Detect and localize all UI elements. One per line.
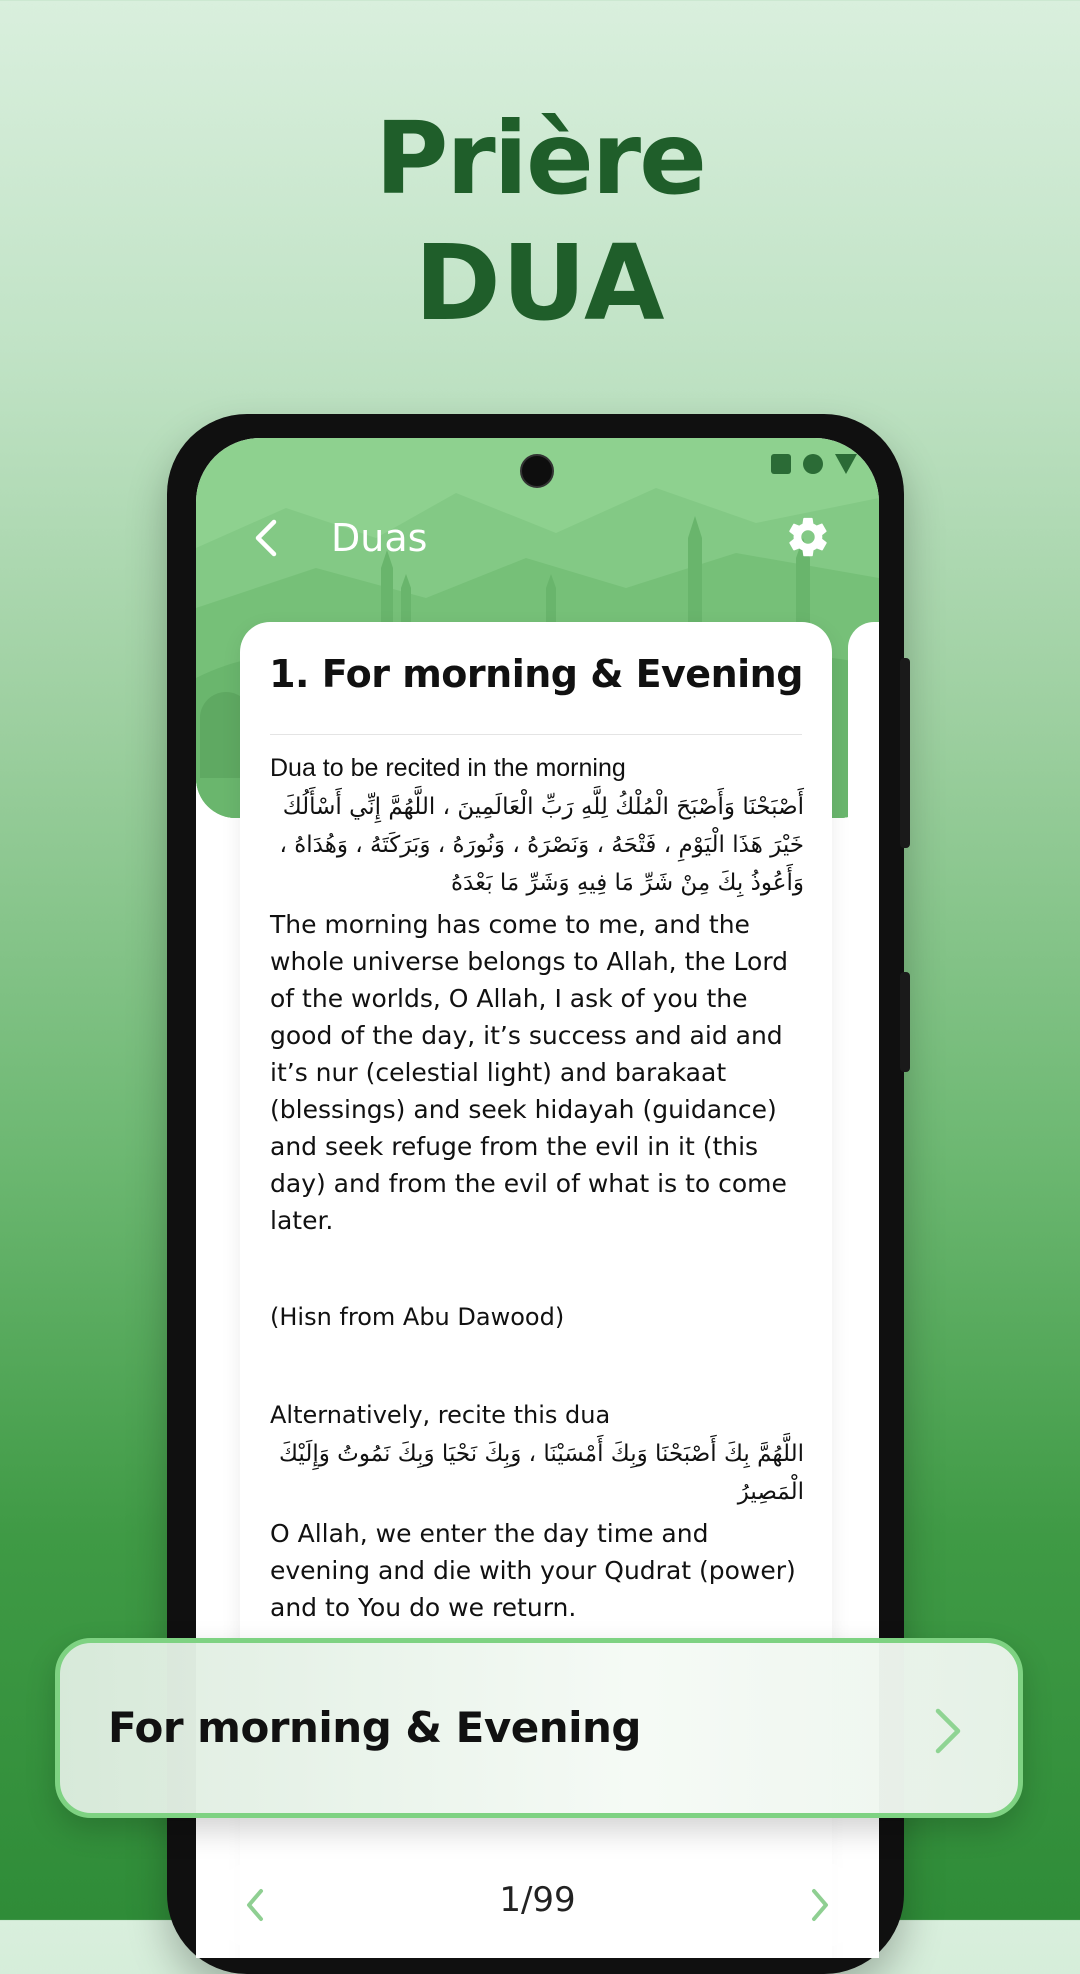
chevron-right-icon xyxy=(808,1887,832,1923)
translation-1: The morning has come to me, and the whole universe belongs to Allah, the Lord of the worlds, O Allah, I ask of you the good of the day, it’s success and aid and it’s nur (celestial light) and barakaat (blessings) and seek hidayah (guidance) and seek refuge from the evil in it (this day) and from the evil of what is to come later. xyxy=(270,910,789,1235)
arabic-text-1: أَصْبَحْنَا وَأَصْبَحَ الْمُلْكُ لِلَّهِ رَبِّ الْعَالَمِينَ ، اللَّهُمَّ إِنِّي أَسْأَلُكَ خَيْرَ هَذَا الْيَوْمِ ، فَتْحَهُ ، وَنَصْرَهُ ، وَنُورَهُ ، وَبَرَكَتَهُ ، وَهُدَاهُ ، وَأَعُوذُ بِكَ مِنْ شَرِّ مَا فِيهِ وَشَرِّ مَا بَعْدَهُ xyxy=(279,794,804,896)
power-button xyxy=(900,972,910,1072)
triangle-icon xyxy=(835,454,857,474)
next-page-button[interactable] xyxy=(777,1862,863,1948)
title-divider xyxy=(270,734,802,735)
page-counter: 1/99 xyxy=(499,1880,576,1920)
status-bar xyxy=(771,454,857,474)
chevron-left-icon[interactable] xyxy=(248,518,288,558)
arabic-text-2: اللَّهُمَّ بِكَ أَصْبَحْنَا وَبِكَ أَمْسَيْنَا ، وَبِكَ نَحْيَا وَبِكَ نَمُوتُ وَإِلَيْكَ الْمَصِيرُ xyxy=(279,1441,804,1505)
square-icon xyxy=(771,454,791,474)
front-camera xyxy=(520,454,554,488)
translation-2: O Allah, we enter the day time and evening and die with your Qudrat (power) and to You do we return. xyxy=(270,1519,796,1622)
promo-title-line1: Prière xyxy=(375,100,705,217)
dua-content xyxy=(270,750,804,1626)
circle-icon xyxy=(803,454,823,474)
intro-label: Dua to be recited in the morning xyxy=(270,754,626,782)
promo-title-line2: DUA xyxy=(414,222,666,344)
volume-button xyxy=(900,658,910,848)
category-banner[interactable] xyxy=(55,1638,1023,1818)
alternative-label: Alternatively, recite this dua xyxy=(270,1401,611,1429)
banner-label: For morning & Evening xyxy=(108,1703,641,1752)
gear-icon[interactable] xyxy=(785,514,831,560)
dua-title: 1. For morning & Evening xyxy=(269,652,803,696)
screen-title: Duas xyxy=(331,516,428,560)
chevron-right-icon xyxy=(928,1707,968,1755)
source-reference: (Hisn from Abu Dawood) xyxy=(270,1303,565,1331)
